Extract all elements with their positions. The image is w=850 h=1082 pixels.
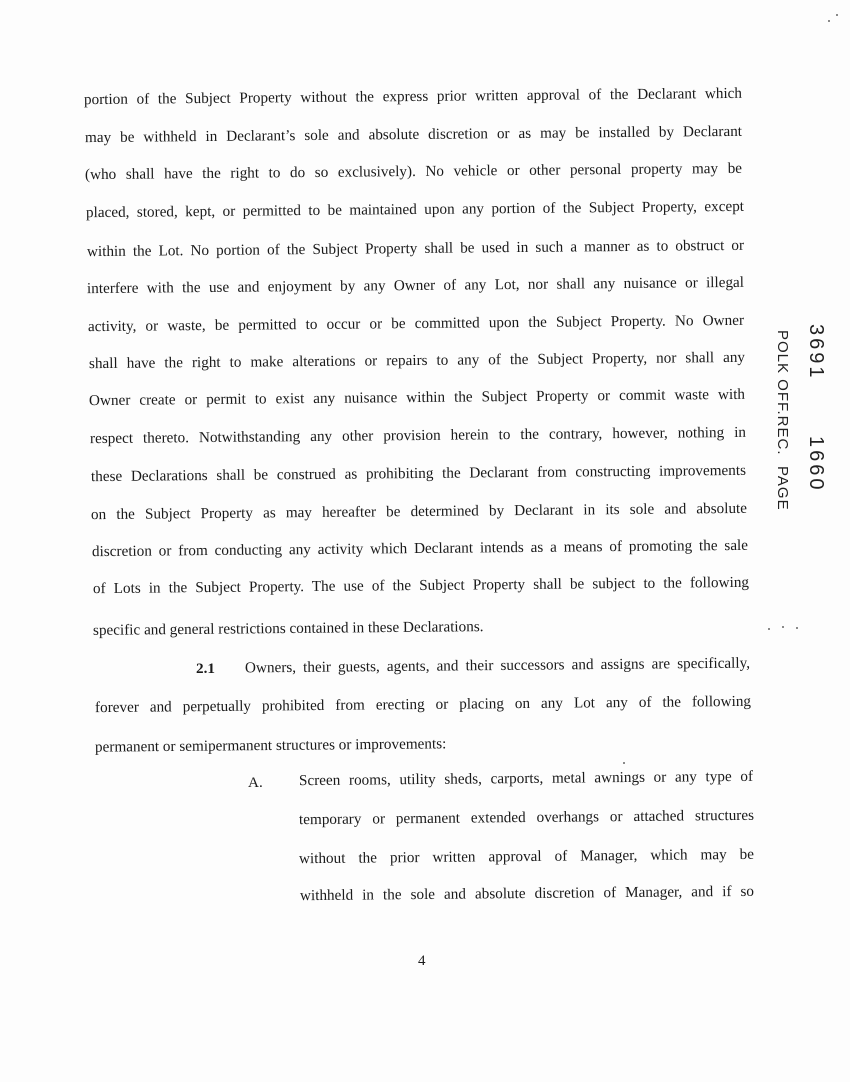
body-line: placed, stored, kept, or permitted to be maintained upon any portion of the Subject Property, except	[85, 197, 745, 222]
scan-speck	[623, 762, 625, 764]
body-line: of Lots in the Subject Property. The use of the Subject Property shall be subject to the following	[92, 573, 750, 598]
body-line: shall have the right to make alterations or repairs to any of the Subject Property, nor shall any	[88, 348, 746, 373]
item-a-line: without the prior written approval of Manager, which may be	[298, 845, 755, 868]
stamp-book-number: 3691	[805, 324, 827, 381]
body-line: Owner create or permit to exist any nuisance within the Subject Property or commit waste with	[88, 385, 746, 410]
page-number: 4	[418, 953, 426, 969]
body-line: discretion or from conducting any activity which Declarant intends as a means of promoting the sale	[91, 536, 749, 561]
stamp-page-label: PAGE	[774, 466, 791, 511]
section-line-last: permanent or semipermanent structures or improvements:	[94, 735, 447, 756]
body-line: on the Subject Property as may hereafter be determined by Declarant in its sole and absolute	[90, 499, 748, 524]
section-line: forever and perpetually prohibited from erecting or placing on any Lot any of the following	[94, 692, 752, 717]
scan-speck	[768, 628, 770, 630]
body-line: portion of the Subject Property without the express prior written approval of the Declarant which	[83, 84, 743, 109]
scan-speck	[828, 20, 830, 22]
stamp-office: POLK OFF.REC.	[774, 330, 791, 456]
body-line: activity, or waste, be permitted to occur or be committed upon the Subject Property. No Owner	[87, 311, 745, 336]
section-number: 2.1	[196, 660, 215, 677]
scan-speck	[796, 627, 798, 629]
body-line: interfere with the use and enjoyment by any Owner of any Lot, nor shall any nuisance or illegal	[86, 273, 745, 298]
item-a-line: Screen rooms, utility sheds, carports, metal awnings or any type of	[298, 767, 754, 790]
body-line: respect thereto. Notwithstanding any other provision herein to the contrary, however, nothing in	[89, 423, 747, 448]
scan-speck	[836, 14, 838, 16]
body-line-last: specific and general restrictions contained in these Declarations.	[92, 618, 484, 639]
item-a-line: temporary or permanent extended overhangs or attached structures	[298, 806, 755, 829]
item-a-label: A.	[248, 774, 263, 791]
recording-stamp	[757, 324, 837, 524]
body-line: within the Lot. No portion of the Subject Property shall be used in such a manner as to obstruct or	[86, 236, 745, 261]
body-line: (who shall have the right to do so exclusively). No vehicle or other personal property may be	[84, 159, 743, 184]
scan-speck	[782, 626, 784, 628]
item-a-line: withheld in the sole and absolute discretion of Manager, and if so	[299, 882, 755, 905]
stamp-page-number: 1660	[805, 436, 827, 493]
section-first-line: Owners, their guests, agents, and their successors and assigns are specifically,	[244, 654, 751, 677]
body-line: may be withheld in Declarant’s sole and absolute discretion or as may be installed by Declarant	[84, 122, 743, 147]
body-line: these Declarations shall be construed as prohibiting the Declarant from constructing improvements	[90, 461, 747, 486]
